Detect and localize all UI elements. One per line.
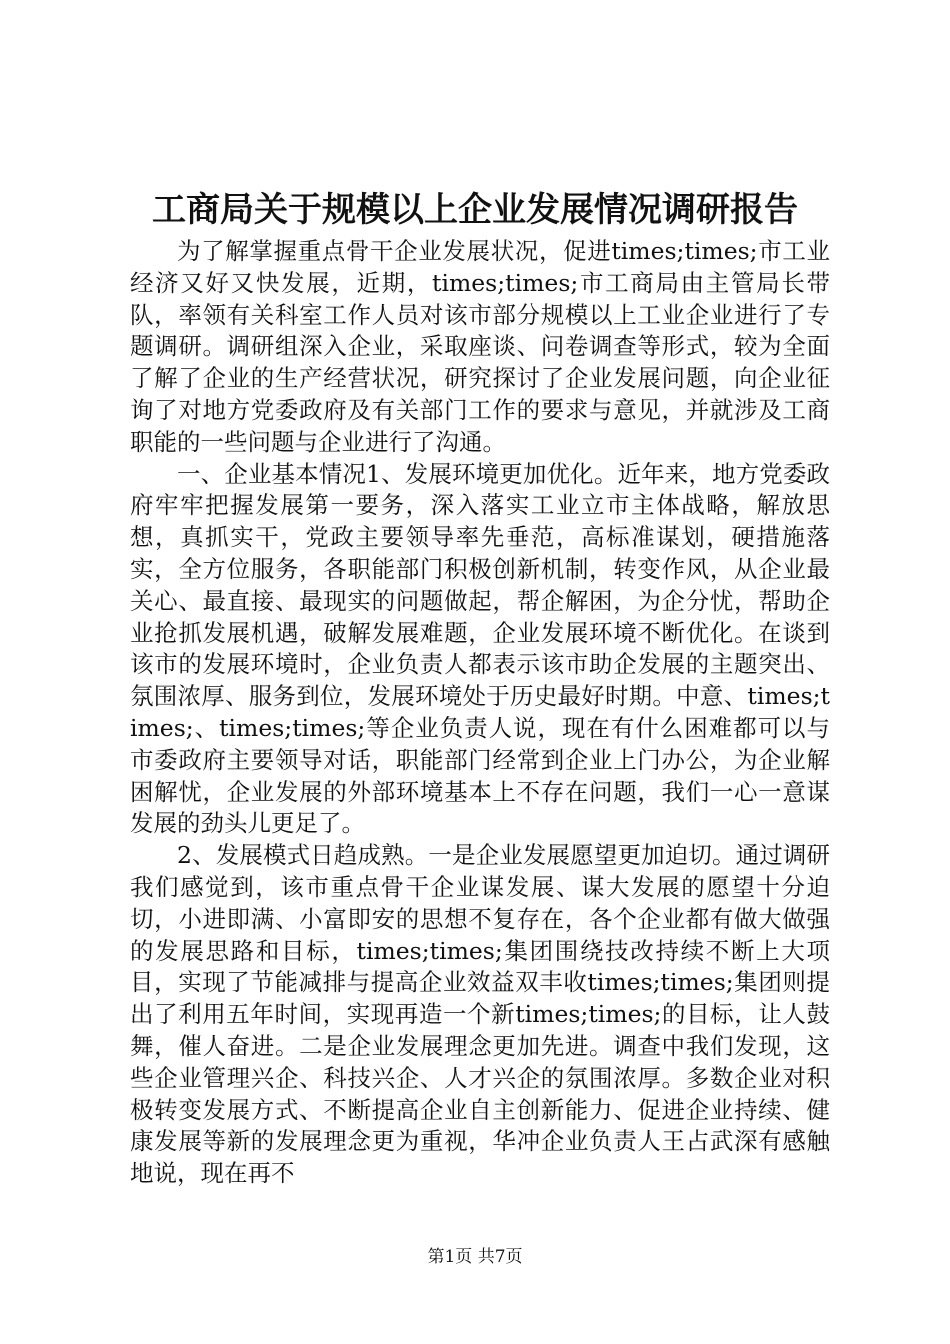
document-title: 工商局关于规模以上企业发展情况调研报告 [152, 190, 798, 230]
document-body [130, 236, 830, 1190]
paragraph-section-1: 一、企业基本情况1、发展环境更加优化。近年来，地方党委政府牢牢把握发展第一要务，深入落实工业立市主体战略，解放思想，真抓实干，党政主要领导率先垂范，高标准谋划，硬措施落实，全方位服务，各职能部门积极创新机制，转变作风，从企业最关心、最直接、最现实的问题做起，帮企解困，为企分忧，帮助企业抢抓发展机遇，破解发展难题，企业发展环境不断优化。在谈到该市的发展环境时，企业负责人都表示该市助企发展的主题突出、氛围浓厚、服务到位，发展环境处于历史最好时期。中意、times;times;、times;times;等企业负责人说，现在有什么困难都可以与市委政府主要领导对话，职能部门经常到企业上门办公，为企业解困解忧，企业发展的外部环境基本上不存在问题，我们一心一意谋发展的劲头儿更足了。 [130, 459, 830, 838]
page-number-footer: 第1页 共7页 [427, 1247, 523, 1267]
paragraph-intro: 为了解掌握重点骨干企业发展状况，促进times;times;市工业经济又好又快发展，近期，times;times;市工商局由主管局长带队，率领有关科室工作人员对该市部分规模以上工业企业进行了专题调研。调研组深入企业，采取座谈、问卷调查等形式，较为全面了解了企业的生产经营状况，研究探讨了企业发展问题，向企业征询了对地方党委政府及有关部门工作的要求与意见，并就涉及工商职能的一些问题与企业进行了沟通。 [130, 237, 830, 456]
paragraph-section-2: 2、发展模式日趋成熟。一是企业发展愿望更加迫切。通过调研我们感觉到，该市重点骨干企业谋发展、谋大发展的愿望十分迫切，小进即满、小富即安的思想不复存在，各个企业都有做大做强的发展思路和目标，times;times;集团围绕技改持续不断上大项目，实现了节能减排与提高企业效益双丰收times;times;集团则提出了利用五年时间，实现再造一个新times;times;的目标，让人鼓舞，催人奋进。二是企业发展理念更加先进。调查中我们发现，这些企业管理兴企、科技兴企、人才兴企的氛围浓厚。多数企业对积极转变发展方式、不断提高企业自主创新能力、促进企业持续、健康发展等新的发展理念更为重视，华冲企业负责人王占武深有感触地说，现在再不 [130, 841, 830, 1188]
